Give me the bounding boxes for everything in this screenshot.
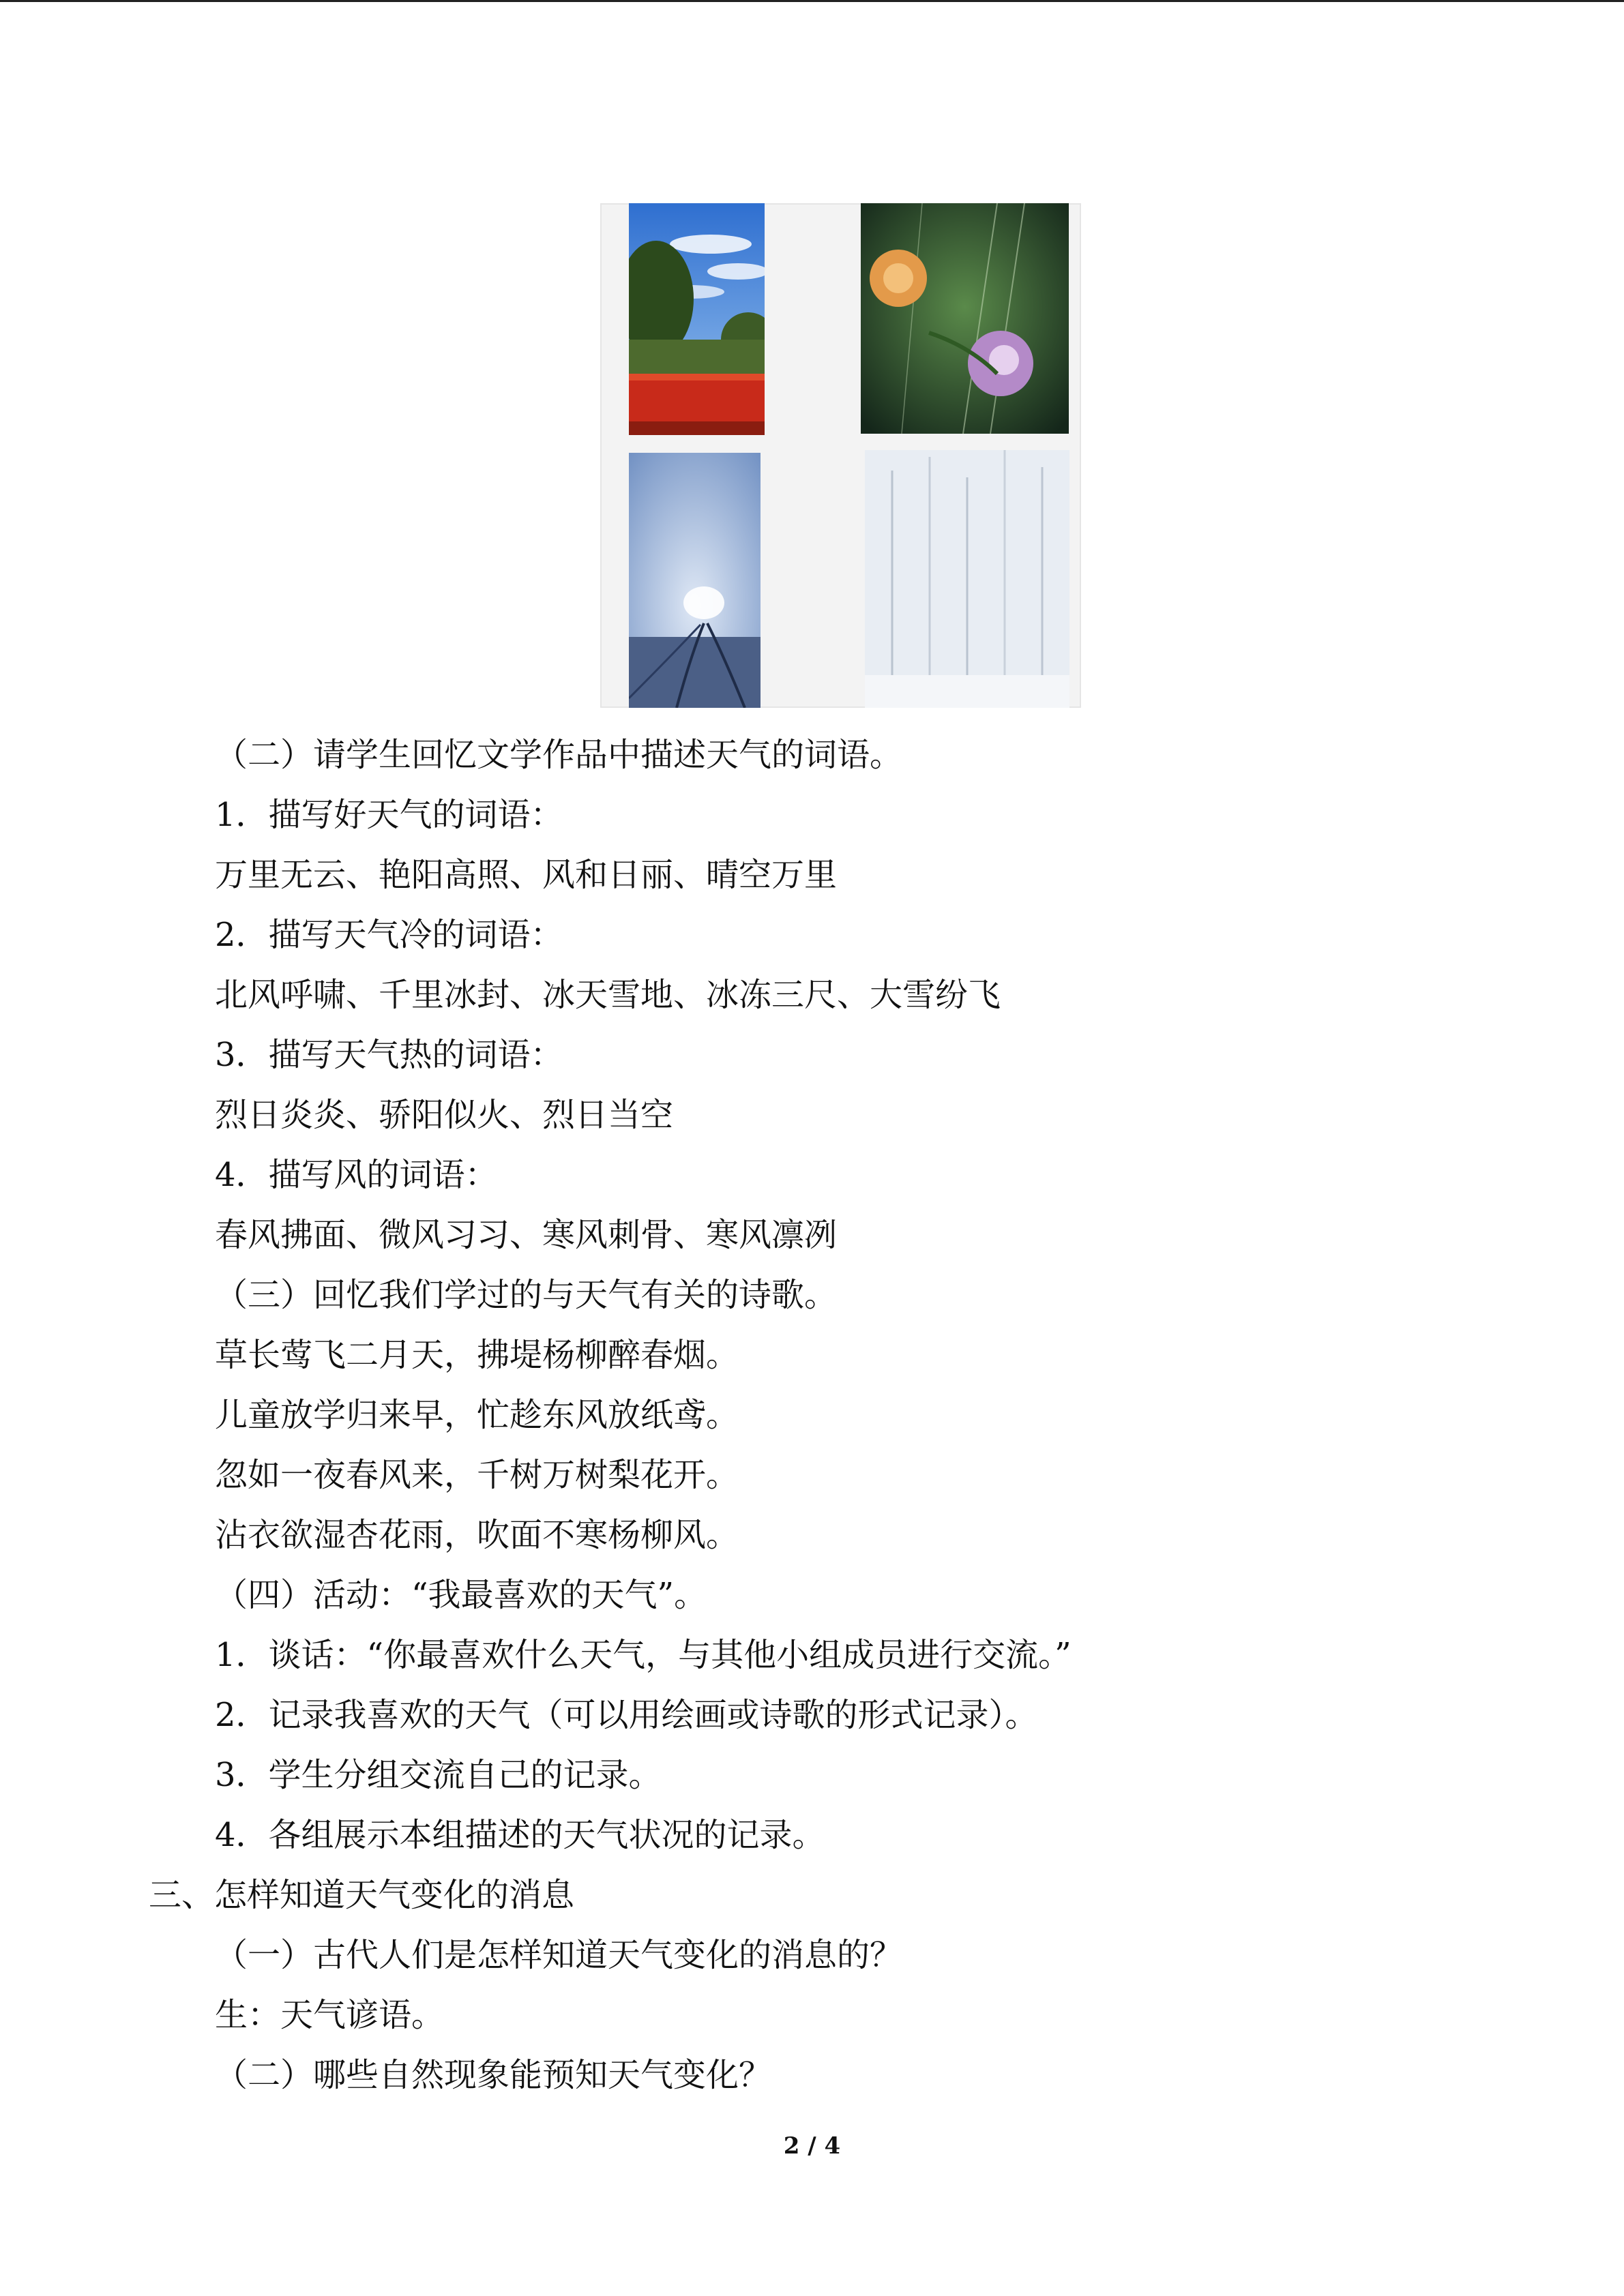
list-item-wind-heading: 4．描写风的词语：	[215, 1156, 498, 1194]
weather-photo-collage	[600, 203, 1081, 708]
poem-line-3: 忽如一夜春风来，千树万树梨花开。	[215, 1456, 739, 1494]
activity-step-1: 1．谈话：“你最喜欢什么天气，与其他小组成员进行交流。”	[215, 1636, 1072, 1674]
activity-step-4: 4．各组展示本组描述的天气状况的记录。	[215, 1816, 825, 1854]
rainy-flower-photo	[861, 203, 1069, 434]
page-top-border	[0, 0, 1624, 2]
sunny-landscape-photo	[629, 203, 765, 435]
foggy-train-photo	[629, 453, 761, 708]
student-answer: 生：天气谚语。	[215, 1996, 445, 2034]
activity-step-3: 3．学生分组交流自己的记录。	[215, 1756, 662, 1794]
page-number: 2 / 4	[783, 2132, 841, 2160]
subsection-heading-ancient: （一）古代人们是怎样知道天气变化的消息的？	[215, 1936, 903, 1974]
list-item-cold-weather-heading: 2．描写天气冷的词语：	[215, 916, 563, 954]
good-weather-words: 万里无云、艳阳高照、风和日丽、晴空万里	[215, 856, 838, 894]
snowy-trees-photo	[865, 450, 1069, 708]
wind-words: 春风拂面、微风习习、寒风刺骨、寒风凛冽	[215, 1216, 838, 1254]
list-item-good-weather-heading: 1．描写好天气的词语：	[215, 796, 563, 834]
subsection-heading-natural: （二）哪些自然现象能预知天气变化？	[215, 2056, 772, 2094]
cold-weather-words: 北风呼啸、千里冰封、冰天雪地、冰冻三尺、大雪纷飞	[215, 976, 1001, 1014]
section-heading-3: 三、怎样知道天气变化的消息	[149, 1876, 575, 1914]
subsection-heading-2: （二）请学生回忆文学作品中描述天气的词语。	[215, 736, 903, 774]
hot-weather-words: 烈日炎炎、骄阳似火、烈日当空	[215, 1096, 674, 1134]
poem-line-2: 儿童放学归来早，忙趁东风放纸鸢。	[215, 1396, 739, 1434]
subsection-heading-3: （三）回忆我们学过的与天气有关的诗歌。	[215, 1276, 838, 1314]
poem-line-4: 沾衣欲湿杏花雨，吹面不寒杨柳风。	[215, 1516, 739, 1554]
poem-line-1: 草长莺飞二月天，拂堤杨柳醉春烟。	[215, 1336, 739, 1374]
list-item-hot-weather-heading: 3．描写天气热的词语：	[215, 1036, 563, 1074]
subsection-heading-4: （四）活动：“我最喜欢的天气”。	[215, 1576, 707, 1614]
activity-step-2: 2．记录我喜欢的天气（可以用绘画或诗歌的形式记录）。	[215, 1696, 1038, 1734]
